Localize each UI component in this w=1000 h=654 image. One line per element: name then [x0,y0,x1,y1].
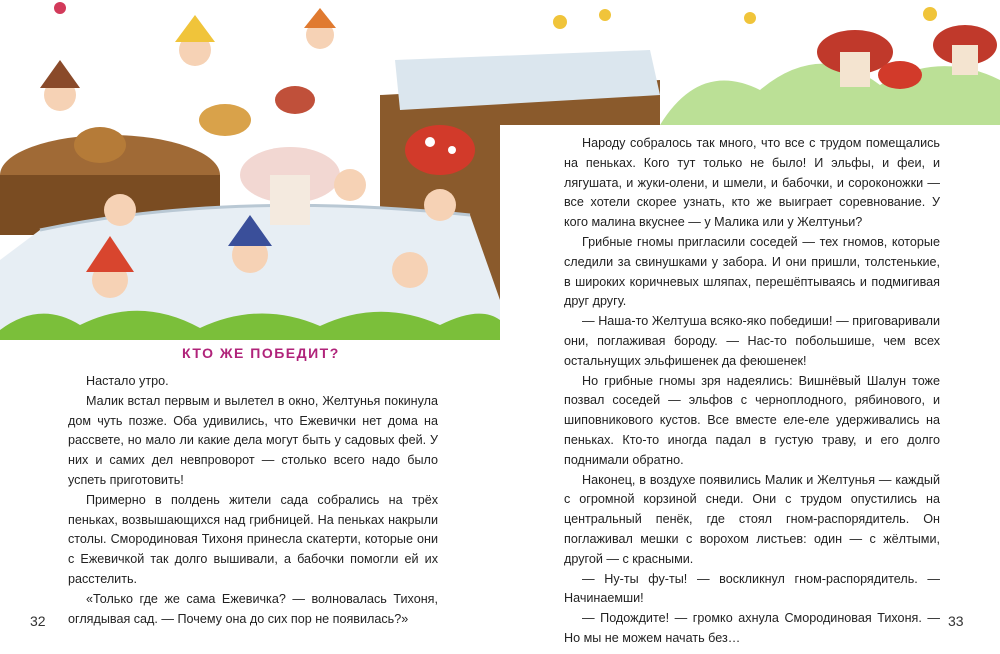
paragraph: — Наша-то Желтуша всяко-яко победиши! — приговаривали они, поглаживая бороду. — Нас-то побольшише, чем всех остальнущих эльфишенек да феюшенек! [564,314,940,368]
paragraph: — Ну-ты фу-ты! — воскликнул гном-распорядитель. — Начинаемши! [564,571,940,606]
paragraph: Настало утро. [86,374,169,388]
paragraph: Малик встал первым и вылетел в окно, Желтунья покинула дом чуть позже. Оба удивились, что Ежевички нет дома на рассвете, но мало ли какие дела могут быть у садовых фей. У них и самих дел невпроворот — столько всего надо было успеть приготовить! [68,393,438,487]
page-number-right: 33 [948,613,964,629]
left-page-text [68,372,438,629]
paragraph: Грибные гномы пригласили соседей — тех гномов, которые следили за свинушками у забора. И они пришли, толстенькие, в широких коричневых шляпах, перешёптываясь и подмигивая друг другу. [564,234,940,309]
right-page-text [564,134,940,649]
paragraph: Народу собралось так много, что все с трудом помещались на пеньках. Кого тут только не было! И эльфы, и феи, и лягушата, и жуки-олени, и шмели, и бабочки, и сороконожки — все хотели скорее узнать, кто же выиграет соревнование. У кого малина вкуснее — у Малика или у Желтуньи? [564,136,940,230]
paragraph: Примерно в полдень жители сада собрались на трёх пеньках, возвышающихся над грибницей. На пеньках накрыли столы. Смородиновая Тихоня принесла скатерти, которые они с Ежевичкой так долго вышивали, а бабочки помогли ей их расстелить. [68,492,438,586]
paragraph: — Подождите! — громко ахнула Смородиновая Тихоня. — Но мы не можем начать без… [564,611,940,645]
page-number-left: 32 [30,613,46,629]
paragraph: «Только где же сама Ежевичка? — волновалась Тихоня, оглядывая сад. — Почему она до сих пор не появилась?» [68,591,438,626]
paragraph: Наконец, в воздухе появились Малик и Желтунья — каждый с огромной корзиной снеди. Они с трудом опустились на центральный пенёк, где стоял гном-распорядитель. Он поглаживал мешки с ворохом листьев: один — с жёлтыми, другой — с красными. [564,472,940,566]
paragraph: Но грибные гномы зря надеялись: Вишнёвый Шалун тоже позвал соседей — эльфов с черноплодного, рябинового, и шиповникового кустов. Все вместе еле-еле удерживались на пеньках. Кто-то иногда падал в густую траву, и его долго поднимали обратно. [564,373,940,467]
chapter-title: КТО ЖЕ ПОБЕДИТ? [182,345,340,361]
